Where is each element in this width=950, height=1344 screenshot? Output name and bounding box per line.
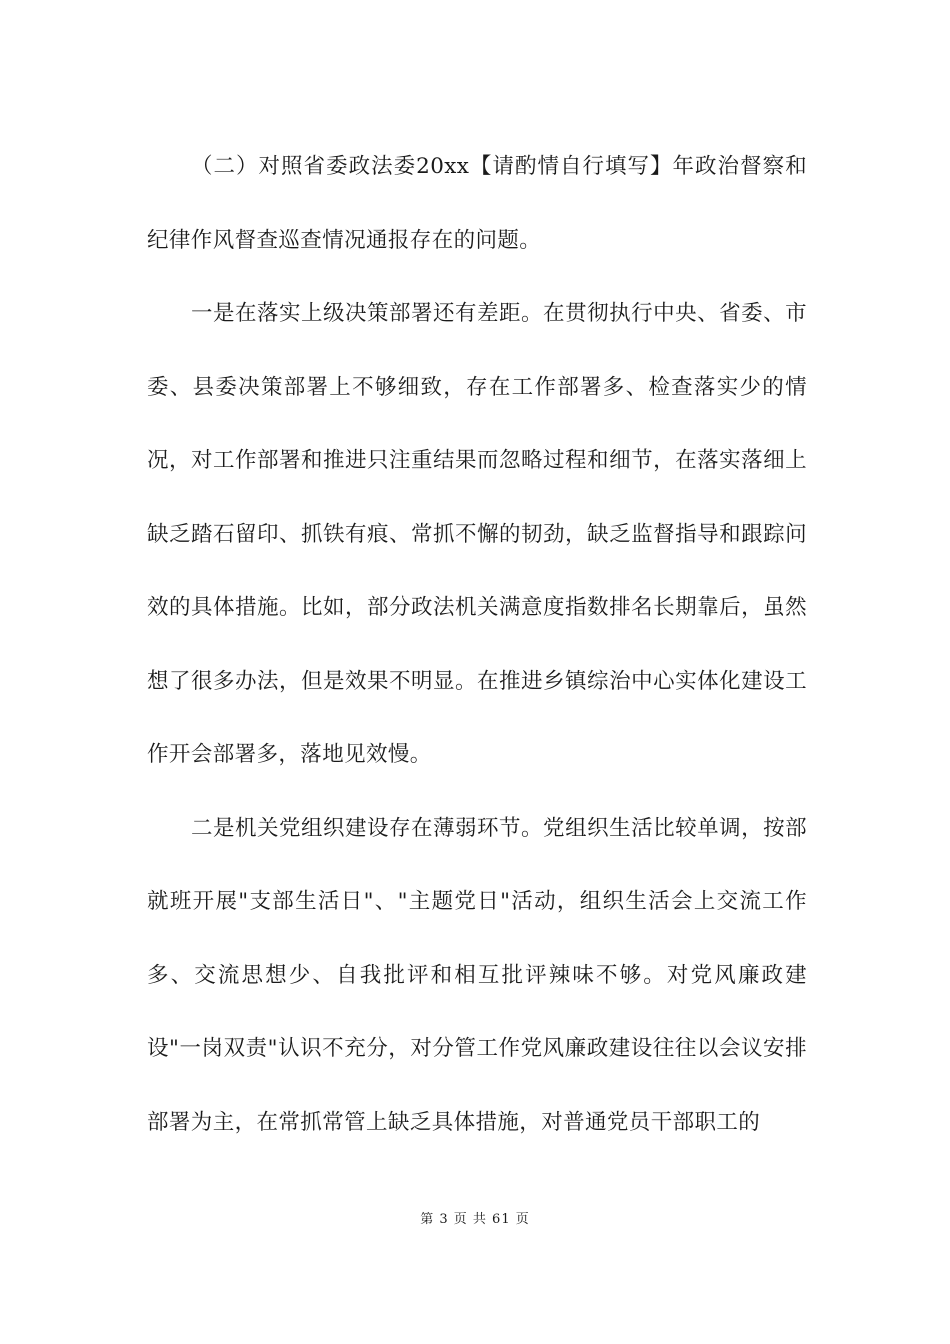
document-body [147, 130, 807, 1159]
paragraph: （二）对照省委政法委20xx【请酌情自行填写】年政治督察和纪律作风督查巡查情况通报存在的问题。 [147, 154, 807, 253]
page-number-footer: 第 3 页 共 61 页 [420, 1212, 530, 1227]
paragraph: 一是在落实上级决策部署还有差距。在贯彻执行中央、省委、市委、县委决策部署上不够细致，存在工作部署多、检查落实少的情况，对工作部署和推进只注重结果而忽略过程和细节，在落实落细上缺乏踏石留印、抓铁有痕、常抓不懈的韧劲，缺乏监督指导和跟踪问效的具体措施。比如，部分政法机关满意度指数排名长期靠后，虽然想了很多办法，但是效果不明显。在推进乡镇综治中心实体化建设工作开会部署多，落地见效慢。 [147, 301, 807, 767]
paragraph: 二是机关党组织建设存在薄弱环节。党组织生活比较单调，按部就班开展"支部生活日"、"主题党日"活动，组织生活会上交流工作多、交流思想少、自我批评和相互批评辣味不够。对党风廉政建设"一岗双责"认识不充分，对分管工作党风廉政建设往往以会议安排部署为主，在常抓常管上缺乏具体措施，对普通党员干部职工的 [147, 815, 807, 1135]
